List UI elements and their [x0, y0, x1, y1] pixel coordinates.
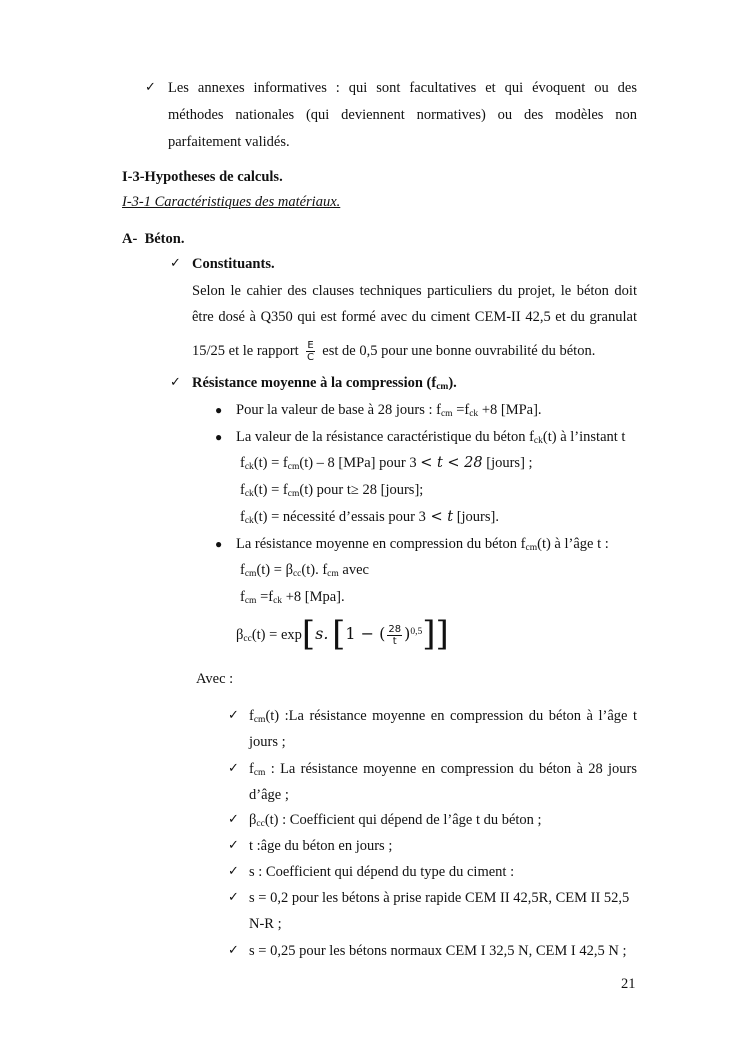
- def-s-rapid-cont: N-R ;: [249, 916, 282, 932]
- constituants-title: Constituants.: [192, 256, 275, 272]
- bullet-dot: ●: [215, 403, 223, 417]
- annexes-line-3: parfaitement validés.: [168, 134, 290, 150]
- bullet-dot: ●: [215, 537, 223, 551]
- subsection-heading: I-3-1 Caractéristiques des matériaux.: [122, 194, 341, 210]
- avec-label: Avec :: [196, 671, 234, 687]
- annexes-line-2: méthodes nationales (qui deviennent normatives) ou des modèles non: [168, 107, 637, 123]
- constituants-line-2: être dosé à Q350 qui est formé avec du ciment CEM-II 42,5 et du granulat: [192, 309, 637, 325]
- def-fcm-t-cont: jours ;: [249, 734, 286, 750]
- section-heading: I-3-Hypotheses de calculs.: [122, 169, 283, 185]
- formula-beta-cc: $\beta_{cc}(t) = \exp[s$. [1 − ( $\frac{28}{t}$ )$^{0,5}$]]: [236, 613, 449, 654]
- constituants-line-3: 15/25 et le rapport $\frac{E}{C}$ est de 0,5 pour une bonne ouvrabilité du béton.: [192, 340, 596, 363]
- check-icon: ✓: [228, 864, 239, 879]
- base-value-line: Pour la valeur de base à 28 jours : $f_{cm} =f_{ck} +8$ [MPa].: [236, 402, 542, 419]
- check-icon: ✓: [228, 838, 239, 853]
- check-icon: ✓: [228, 708, 239, 723]
- check-icon: ✓: [170, 256, 181, 271]
- formula-fck-2: $f_{ck}(t) = f_{cm}(t)$ pour t≥ 28 [jours];: [240, 482, 424, 499]
- part-a-title: Béton.: [144, 231, 185, 247]
- constituants-line-1: Selon le cahier des clauses techniques particuliers du projet, le béton doit: [192, 283, 637, 299]
- part-a-label: A-: [122, 231, 138, 247]
- annexes-line-1: Les annexes informatives : qui sont facultatives et qui évoquent ou des: [168, 80, 637, 96]
- def-fcm: $f_{cm}$ : La résistance moyenne en compression du béton à 28 jours: [249, 761, 637, 778]
- def-t: t :âge du béton en jours ;: [249, 838, 393, 854]
- characteristic-value-line: La valeur de la résistance caractéristique du béton $f_{ck}(t)$ à l’instant t: [236, 429, 626, 446]
- def-fcm-t: $f_{cm}(t)$ :La résistance moyenne en compression du béton à l’âge t: [249, 708, 637, 725]
- bullet-dot: ●: [215, 430, 223, 444]
- formula-fcm: $f_{cm} =f_{ck} +8$ [Mpa].: [240, 589, 345, 606]
- mean-resistance-line: La résistance moyenne en compression du béton $f_{cm}(t)$ à l’âge t :: [236, 536, 609, 553]
- def-s: s : Coefficient qui dépend du type du ciment :: [249, 864, 515, 880]
- check-icon: ✓: [170, 375, 181, 390]
- resistance-title: Résistance moyenne à la compression $(f_{cm})$.: [192, 375, 457, 392]
- check-icon: ✓: [145, 80, 156, 95]
- check-icon: ✓: [228, 761, 239, 776]
- formula-fcm-t: $f_{cm}(t) = \beta_{cc}(t)$. $f_{cm}$ avec: [240, 562, 369, 579]
- def-s-normal: s = 0,25 pour les bétons normaux CEM I 32,5 N, CEM I 42,5 N ;: [249, 943, 627, 959]
- def-fcm-cont: d’âge ;: [249, 787, 289, 803]
- def-beta-cc: $\beta_{cc}(t)$ : Coefficient qui dépend de l’âge t du béton ;: [249, 812, 542, 829]
- check-icon: ✓: [228, 943, 239, 958]
- check-icon: ✓: [228, 890, 239, 905]
- def-s-rapid: s = 0,2 pour les bétons à prise rapide CEM II 42,5R, CEM II 52,5: [249, 890, 630, 906]
- formula-fck-3: $f_{ck}(t)$ = nécessité d’essais pour 3 < t [jours].: [240, 509, 499, 526]
- page-number: 21: [621, 976, 636, 992]
- part-a-heading: [122, 230, 184, 248]
- check-icon: ✓: [228, 812, 239, 827]
- formula-fck-1: $f_{ck}(t) = f_{cm}(t) - 8$ [MPa] pour 3 < t < 28 [jours] ;: [240, 455, 533, 472]
- e-over-c-fraction: $\frac{E}{C}$: [307, 340, 314, 363]
